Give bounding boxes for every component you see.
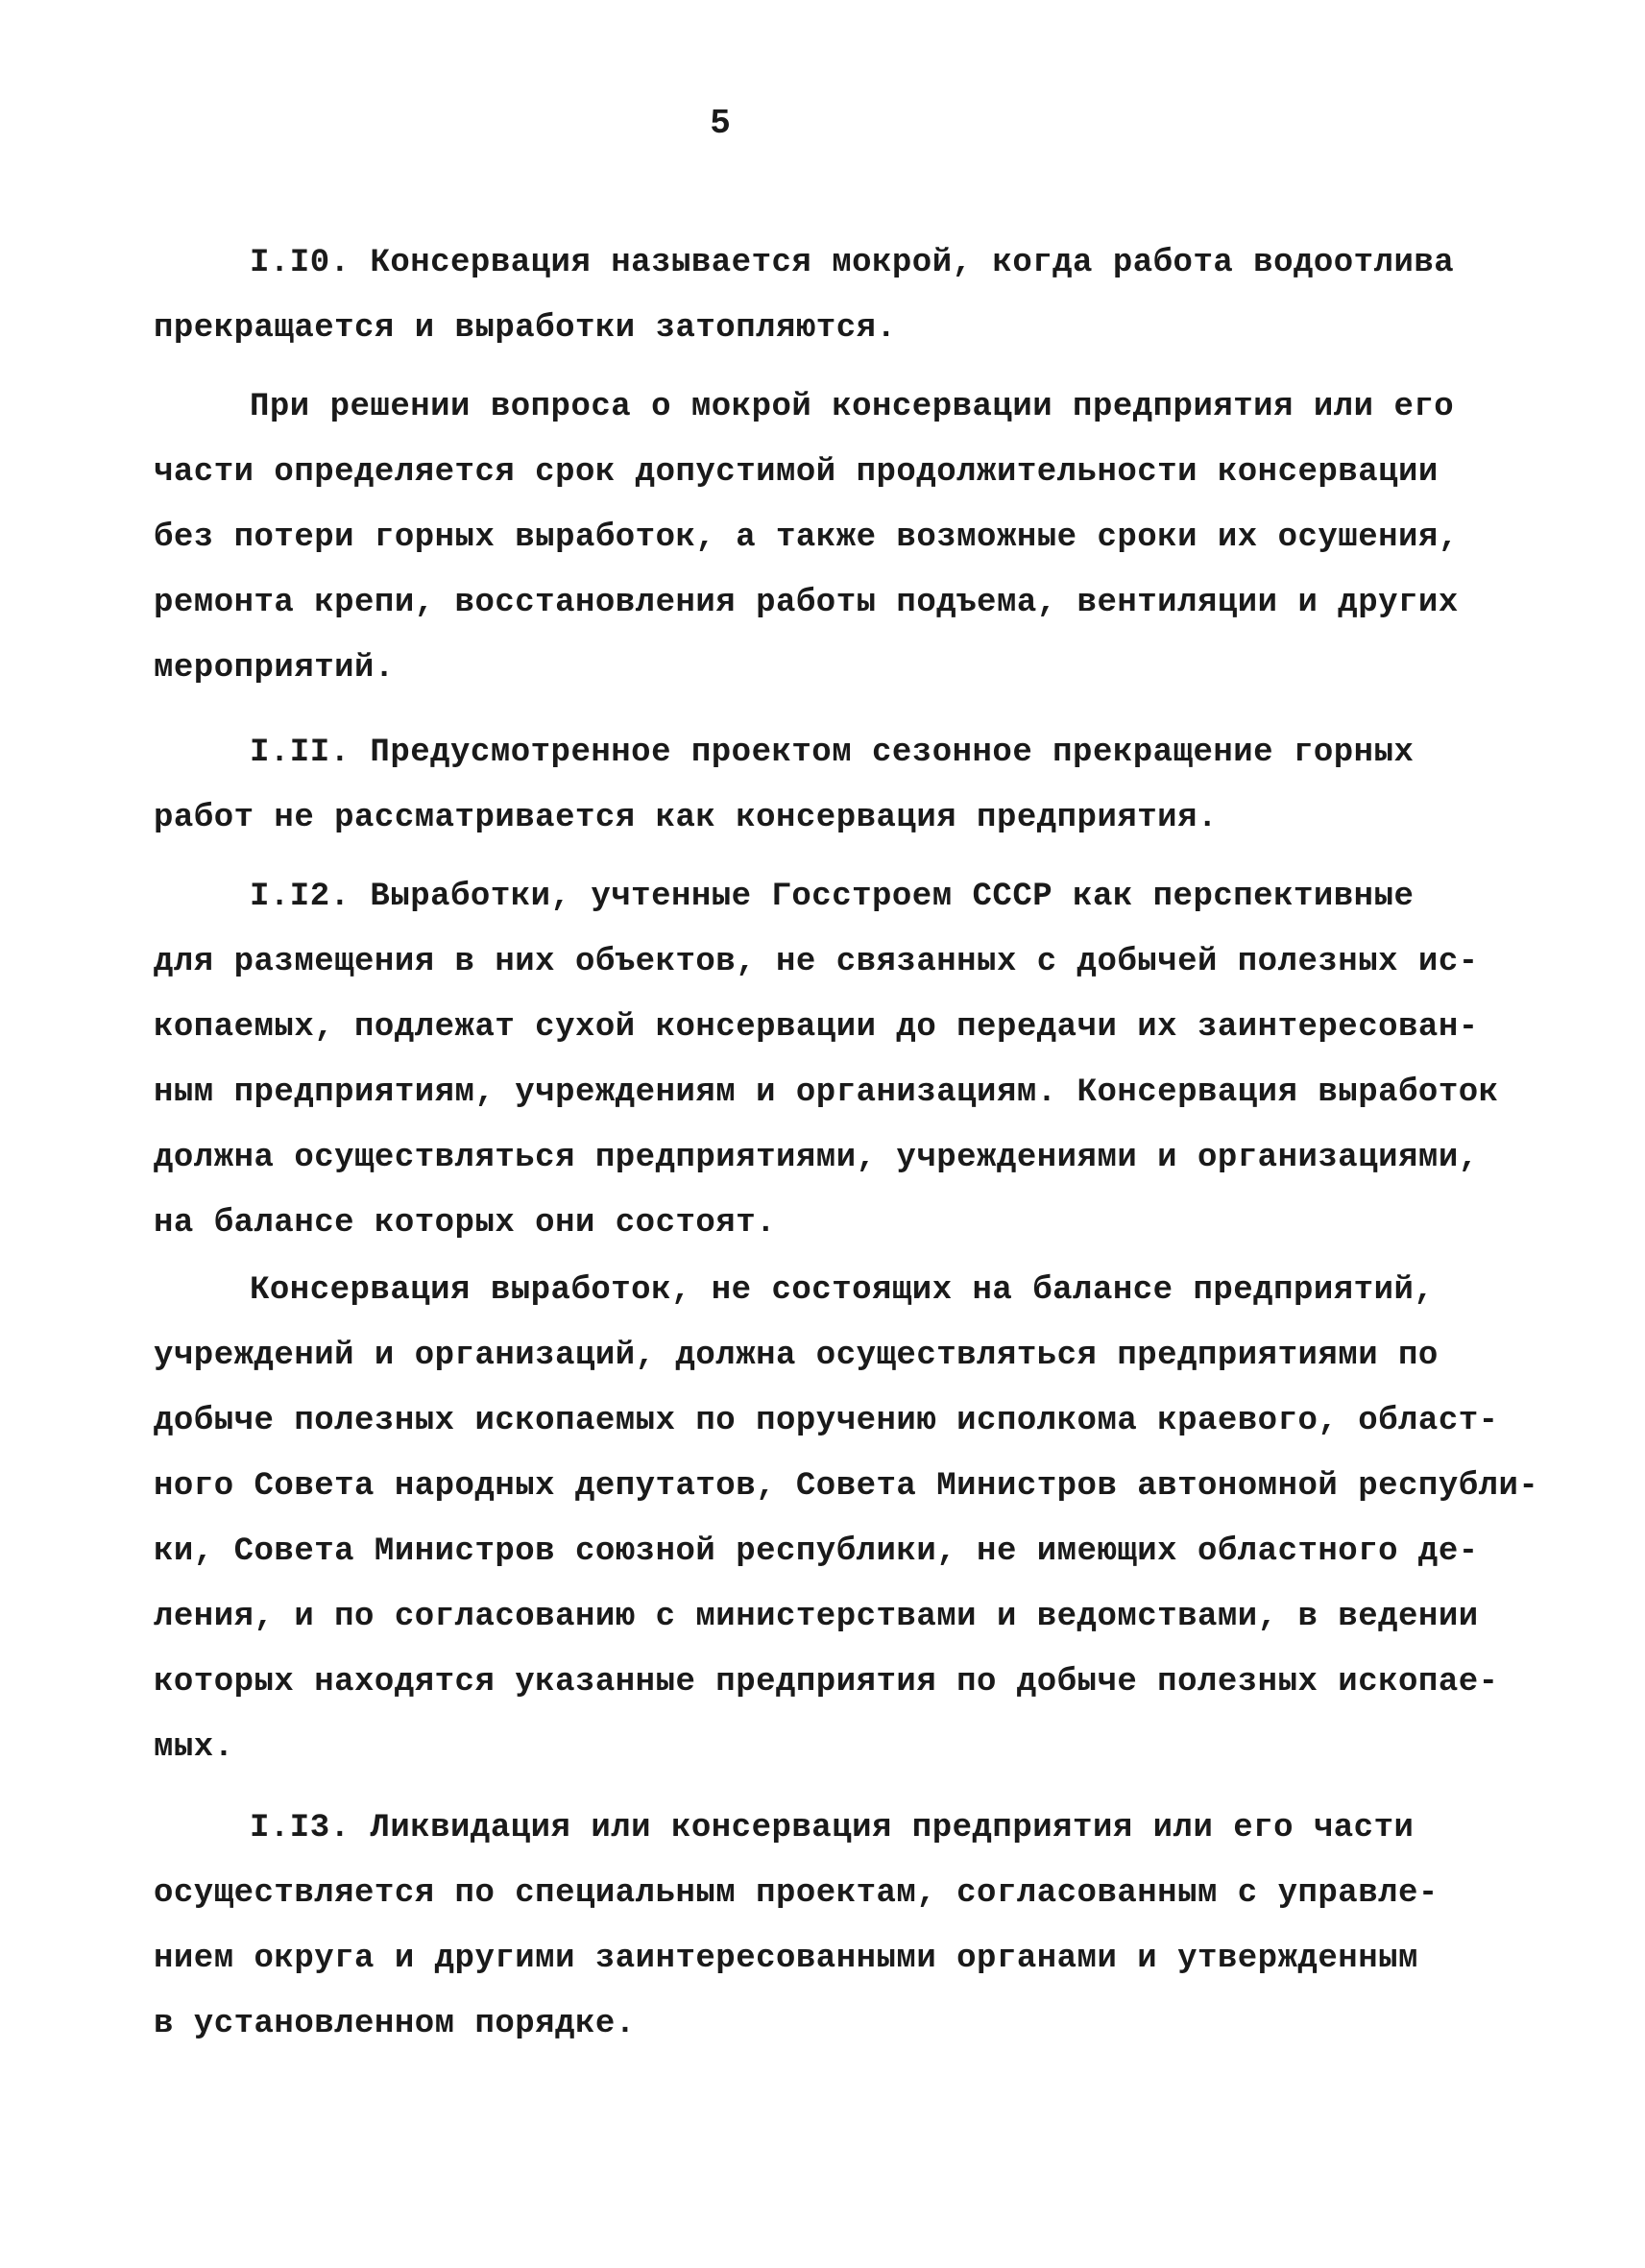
- text-line: в установленном порядке.: [154, 2006, 636, 2042]
- text-line: копаемых, подлежат сухой консервации до передачи их заинтересован-: [154, 1009, 1479, 1046]
- text-line: прекращается и выработки затопляются.: [154, 310, 897, 347]
- text-line: мероприятий.: [154, 650, 395, 687]
- paragraph-1-11: [154, 720, 1498, 851]
- text-line: добыче полезных ископаемых по поручению исполкома краевого, област-: [154, 1403, 1499, 1439]
- text-line: нием округа и другими заинтересованными органами и утвержденным: [154, 1941, 1418, 1977]
- text-line: которых находятся указанные предприятия по добыче полезных ископае-: [154, 1664, 1499, 1701]
- text-line: без потери горных выработок, а также возможные сроки их осушения,: [154, 519, 1459, 556]
- page-number: 5: [710, 104, 731, 143]
- text-line: на балансе которых они состоят.: [154, 1205, 777, 1242]
- text-line: для размещения в них объектов, не связанных с добычей полезных ис-: [154, 944, 1479, 980]
- text-line: мых.: [154, 1729, 234, 1766]
- paragraph-1-13: [154, 1796, 1498, 2057]
- text-line: I.II. Предусмотренное проектом сезонное прекращение горных: [250, 735, 1415, 771]
- text-line: осуществляется по специальным проектам, согласованным с управле-: [154, 1875, 1439, 1912]
- text-line: учреждений и организаций, должна осуществляться предприятиями по: [154, 1338, 1439, 1374]
- paragraph-1-12-continued: [154, 1258, 1539, 1780]
- text-line: работ не рассматривается как консервация предприятия.: [154, 800, 1218, 836]
- paragraph-1-10: [154, 230, 1498, 361]
- paragraph-1-10-continued: [154, 374, 1498, 701]
- text-line: I.I3. Ликвидация или консервация предприятия или его части: [250, 1810, 1415, 1846]
- text-line: I.I0. Консервация называется мокрой, когда работа водоотлива: [250, 245, 1455, 281]
- text-line: Консервация выработок, не состоящих на балансе предприятий,: [250, 1272, 1435, 1309]
- text-line: ным предприятиям, учреждениям и организациям. Консервация выработок: [154, 1074, 1499, 1111]
- text-line: ного Совета народных депутатов, Совета Министров автономной республи-: [154, 1468, 1539, 1505]
- text-line: ления, и по согласованию с министерствами и ведомствами, в ведении: [154, 1599, 1479, 1635]
- text-line: I.I2. Выработки, учтенные Госстроем СССР как перспективные: [250, 879, 1415, 915]
- text-line: ремонта крепи, восстановления работы подъема, вентиляции и других: [154, 585, 1459, 621]
- text-line: При решении вопроса о мокрой консервации предприятия или его: [250, 389, 1455, 425]
- text-line: части определяется срок допустимой продолжительности консервации: [154, 454, 1439, 491]
- paragraph-1-12: [154, 864, 1498, 1256]
- text-line: ки, Совета Министров союзной республики, не имеющих областного де-: [154, 1533, 1479, 1570]
- text-line: должна осуществляться предприятиями, учреждениями и организациями,: [154, 1140, 1479, 1176]
